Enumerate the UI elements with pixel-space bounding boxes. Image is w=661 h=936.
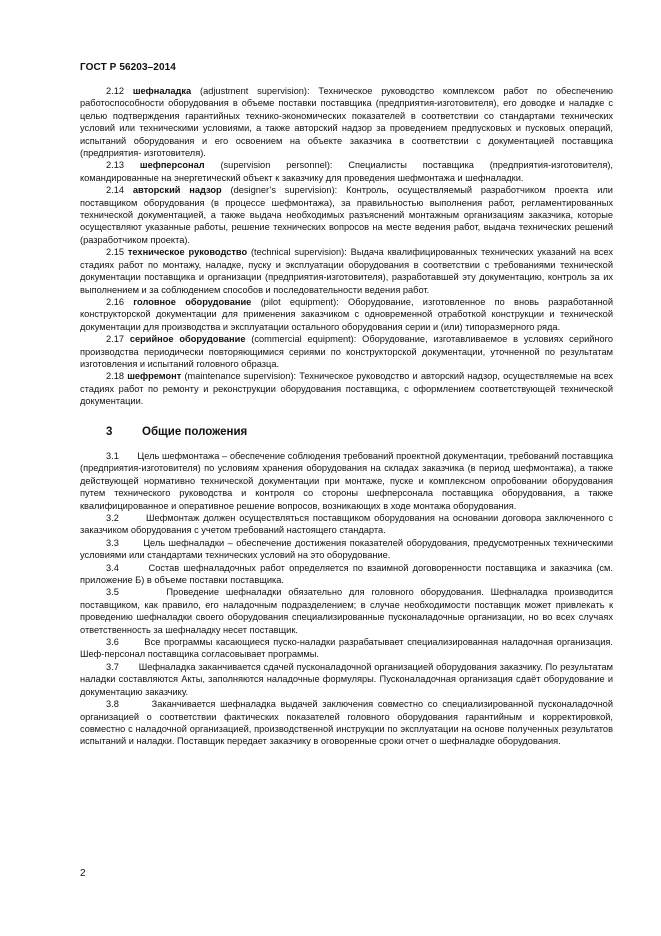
clause-paragraph — [80, 661, 613, 698]
section-number: 3 — [106, 425, 113, 438]
clause-text: Все программы касающиеся пуско-наладки разрабатывает специализированная наладочная организация. Шеф-персонал поставщика согласовывает программы. — [80, 637, 613, 660]
term-definition: (supervision personnel): Специалисты поставщика (предприятия-изготовителя), командированные на энергетический объект к заказчику для проведения шефмонтажа и шефналадки. — [80, 160, 613, 183]
clause-text: Цель шефмонтажа – обеспечение соблюдения требований проектной документации, требований поставщика (предприятия-изготовителя) по условиям хранения оборудования на складах заказчика (в период шефмонтажа), а также действующей нормативно технической документации при монтаже, пуске и комплексном опробовании оборудования путем технического руководства и контроля со стороны шефперсонала поставщика оборудования, а также квалифицированное и оперативное решение вопросов, возникающих в ходе монтажа оборудования. — [80, 450, 613, 511]
clause-number: 3.6 — [106, 637, 119, 648]
clause-paragraph — [80, 586, 613, 636]
clause-paragraph — [80, 512, 613, 537]
section-title: Общие положения — [142, 425, 248, 438]
clause-number: 3.3 — [106, 537, 119, 548]
term-number: 2.18 — [106, 371, 125, 382]
clause-number: 3.7 — [106, 661, 119, 672]
clause-number: 3.1 — [106, 450, 119, 461]
clause-number: 3.2 — [106, 513, 119, 523]
term-paragraph — [80, 159, 613, 184]
term-definition: (technical supervision): Выдача квалифицированных технических указаний на всех стадиях работ по монтажу, наладке, пуску и эксплуатации оборудования в соответствии с требованиями технической документации поставщика и организации (предприятия-изготовителя), разработавшей эту документацию, контроль за их выполнением и за соблюдением способов и последовательности ведения работ. — [80, 247, 613, 295]
term-paragraph — [80, 85, 613, 159]
clause-text: Шефмонтаж должен осуществляться поставщиком оборудования на основании договора заключенного с заказчиком оборудования с учетом требований настоящего стандарта. — [80, 513, 613, 536]
term-definition: (pilot equipment): Оборудование, изготовленное по вновь разработанной конструкторской документации для применения заказчиком с одновременной отработкой конструкции и технической документации для производства и эксплуатации остального оборудования серии и (или) типоразмерного ряда. — [80, 296, 613, 332]
term-name: шефперсонал — [139, 160, 205, 171]
clause-text: Цель шефналадки – обеспечение достижения показателей оборудования, предусмотренных техническими условиями или стандартами технических условий на это оборудование. — [80, 537, 613, 561]
term-paragraph — [80, 184, 613, 246]
clause-paragraph — [80, 698, 613, 748]
term-name: шефналадка — [132, 86, 192, 96]
term-name: серийное оборудование — [129, 334, 246, 345]
clause-number: 3.5 — [106, 587, 119, 598]
term-name: авторский надзор — [132, 185, 222, 196]
clause-number: 3.8 — [106, 699, 119, 710]
term-definition: (designer’s supervision): Контроль, осуществляемый разработчиком проекта или поставщиком оборудования (в процессе шефмонтажа), за правильностью выполнения работ, регламентированных технической документацией, а также выдача необходимых разъяснений монтажным организациям заказчика, которые осуществляют указанные работы, решение технических вопросов на месте ведения работ, выдача технических решений (разработчиком проекта). — [80, 185, 613, 245]
term-paragraph — [80, 370, 613, 407]
terms-list — [80, 85, 613, 408]
clause-paragraph — [80, 562, 613, 587]
term-definition: (maintenance supervision): Техническое руководство и авторский надзор, осуществляемые на всех стадиях работ по ремонту и реконструкции оборудования поставщика, с оформлением соответствующей технической документации. — [80, 371, 613, 407]
term-number: 2.15 — [106, 247, 125, 258]
clause-paragraph — [80, 450, 613, 512]
document-id: ГОСТ Р 56203–2014 — [80, 62, 176, 73]
clause-paragraph — [80, 636, 613, 661]
page-number: 2 — [80, 868, 86, 879]
page-content — [80, 85, 613, 748]
term-number: 2.17 — [106, 334, 125, 345]
term-number: 2.13 — [106, 160, 125, 171]
term-paragraph — [80, 246, 613, 296]
clause-text: Шефналадка заканчивается сдачей пусконаладочной организацией оборудования заказчику. По результатам наладки составляются Акты, заполняются наладочные формуляры. Пусконаладочная организация сдаёт оборудование и документацию заказчику. — [80, 661, 613, 697]
term-definition: (adjustment supervision): Техническое руководство комплексом работ по обеспечению работоспособности оборудования в объеме поставки поставщика (предприятия-изготовителя), его доводке и наладке с целью подтверждения гарантийных технико-экономических показателей в соответствии со стандартами технических условий или техническими условиями, а также авторский надзор за проведением предпусковых и пусковых операций, испытаний оборудования и его освоением на объекте заказчика в соответствии с документацией поставщика (предприятия- изготовителя). — [80, 86, 613, 159]
term-name: шефремонт — [127, 371, 182, 382]
clause-paragraph — [80, 537, 613, 562]
clause-text: Заканчивается шефналадка выдачей заключения совместно со специализированной пусконаладочной организацией о соответствии фактических показателей головного оборудования гарантийным и корректировкой, совместно с наладочной организацией, производственной инструкции по эксплуатации на основе полученных результатов испытаний и наладки. Поставщик передает заказчику в оговоренные сроки отчет о шефналадке оборудования. — [80, 699, 613, 747]
clause-text: Состав шефналадочных работ определяется по взаимной договоренности поставщика и заказчика (см. приложение Б) в объеме поставки поставщика. — [80, 562, 613, 586]
term-paragraph — [80, 333, 613, 370]
term-name: головное оборудование — [133, 296, 252, 307]
clause-text: Проведение шефналадки обязательно для головного оборудования. Шефналадка производится поставщиком, как правило, его наладочным подразделением; в случае необходимости поставщик может привлекать к проведению шефналадки своего оборудования специализированные пусконаладочные организации, но во всех случаях ответственность за шефналадку несет поставщик. — [80, 587, 613, 635]
term-number: 2.12 — [106, 86, 125, 96]
term-paragraph — [80, 296, 613, 333]
section-paragraphs — [80, 450, 613, 748]
term-definition: (commercial equipment): Оборудование, изготавливаемое в условиях серийного производства периодически повторяющимися сериями по конструкторской документации, уточненной по результатам изготовления и испытаний головного образца. — [80, 334, 613, 369]
clause-number: 3.4 — [106, 562, 119, 573]
term-number: 2.16 — [106, 296, 125, 307]
section-heading — [80, 426, 613, 438]
term-number: 2.14 — [106, 185, 125, 196]
term-name: техническое руководство — [127, 247, 248, 258]
